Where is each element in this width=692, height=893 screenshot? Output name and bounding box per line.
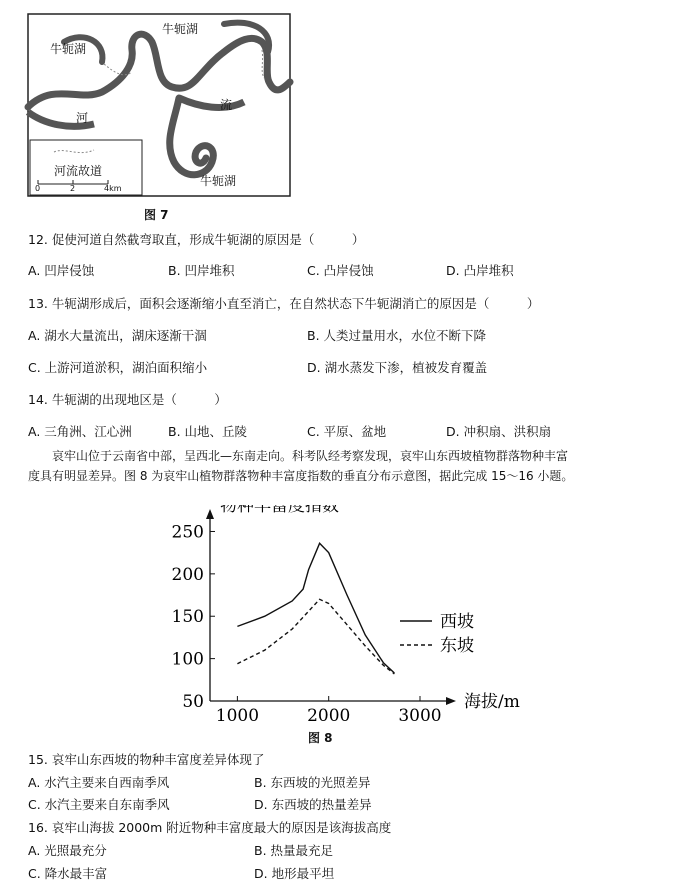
q12-option-b: B. 凹岸堆积 <box>168 263 235 278</box>
label-oxbow-top-left: 牛轭湖 <box>50 42 87 56</box>
y-tick-label: 250 <box>171 522 204 543</box>
q12-option-d: D. 凸岸堆积 <box>446 263 514 278</box>
figure-8-caption: 图 8 <box>308 731 333 745</box>
question-15-stem: 15. 哀牢山东西坡的物种丰富度差异体现了 <box>28 752 265 767</box>
passage-line-1: 哀牢山位于云南省中部，呈西北—东南走向。科考队经考察发现，哀牢山东西坡植物群落物种丰富 <box>52 449 569 463</box>
question-14-stem: 14. 牛轭湖的出现地区是（ ） <box>28 392 227 407</box>
q14-option-c: C. 平原、盆地 <box>307 424 387 439</box>
figure-7 <box>24 12 294 200</box>
figure-8 <box>160 505 540 727</box>
label-oxbow-bottom: 牛轭湖 <box>200 174 237 188</box>
q13-option-d: D. 湖水蒸发下渗，植被发育覆盖 <box>307 360 488 375</box>
y-tick-label: 150 <box>171 607 204 628</box>
y-tick-label: 200 <box>171 564 204 585</box>
scale-label-2: 2 <box>70 184 76 193</box>
label-oxbow-top-right: 牛轭湖 <box>162 22 199 36</box>
q15-option-a: A. 水汽主要来自西南季风 <box>28 775 170 790</box>
legend-old-channel-label: 河流故道 <box>54 164 103 178</box>
x-tick-label: 2000 <box>307 706 351 726</box>
question-16-stem: 16. 哀牢山海拔 2000m 附近物种丰富度最大的原因是该海拔高度 <box>28 820 392 835</box>
q16-option-a: A. 光照最充分 <box>28 843 107 858</box>
y-tick-label: 100 <box>171 649 204 670</box>
q13-option-b: B. 人类过量用水，水位不断下降 <box>307 328 487 343</box>
passage-line-2: 度具有明显差异。图 8 为哀牢山植物群落物种丰富度指数的垂直分布示意图，据此完成 15～16 小题。 <box>28 469 574 483</box>
series-line-1 <box>237 599 394 674</box>
q16-option-c: C. 降水最丰富 <box>28 866 108 881</box>
q16-option-b: B. 热量最充足 <box>254 843 334 858</box>
scale-label-0: 0 <box>35 184 41 193</box>
q14-option-d: D. 冲积扇、洪积扇 <box>446 424 552 439</box>
q12-option-c: C. 凸岸侵蚀 <box>307 263 374 278</box>
q14-option-a: A. 三角洲、江心洲 <box>28 424 132 439</box>
scale-label-4: 4km <box>104 184 122 193</box>
q15-option-c: C. 水汽主要来自东南季风 <box>28 797 170 812</box>
x-tick-label: 3000 <box>398 706 442 726</box>
q15-option-d: D. 东西坡的热量差异 <box>254 797 372 812</box>
x-axis-arrow <box>446 697 456 705</box>
y-axis-label: 物种丰富度指数 <box>220 505 339 516</box>
q14-option-b: B. 山地、丘陵 <box>168 424 248 439</box>
q16-option-d: D. 地形最平坦 <box>254 866 335 881</box>
q13-option-a: A. 湖水大量流出，湖床逐渐干涸 <box>28 328 207 343</box>
q13-option-c: C. 上游河道淤积，湖泊面积缩小 <box>28 360 208 375</box>
y-axis-arrow <box>206 509 214 519</box>
label-river-2: 流 <box>220 98 233 112</box>
question-13-stem: 13. 牛轭湖形成后，面积会逐渐缩小直至消亡，在自然状态下牛轭湖消亡的原因是（ ） <box>28 296 540 311</box>
label-river-1: 河 <box>76 111 89 125</box>
legend-label-1: 东坡 <box>440 636 474 656</box>
q12-option-a: A. 凹岸侵蚀 <box>28 263 95 278</box>
x-tick-label: 1000 <box>215 706 260 726</box>
legend-label-0: 西坡 <box>440 612 474 632</box>
question-12-stem: 12. 促使河道自然截弯取直，形成牛轭湖的原因是（ ） <box>28 232 365 247</box>
figure-7-caption: 图 7 <box>144 208 169 222</box>
series-line-0 <box>237 543 394 673</box>
x-axis-label: 海拔/m <box>464 692 520 712</box>
y-tick-label: 50 <box>182 692 204 712</box>
species-richness-chart <box>160 505 540 727</box>
q15-option-b: B. 东西坡的光照差异 <box>254 775 371 790</box>
